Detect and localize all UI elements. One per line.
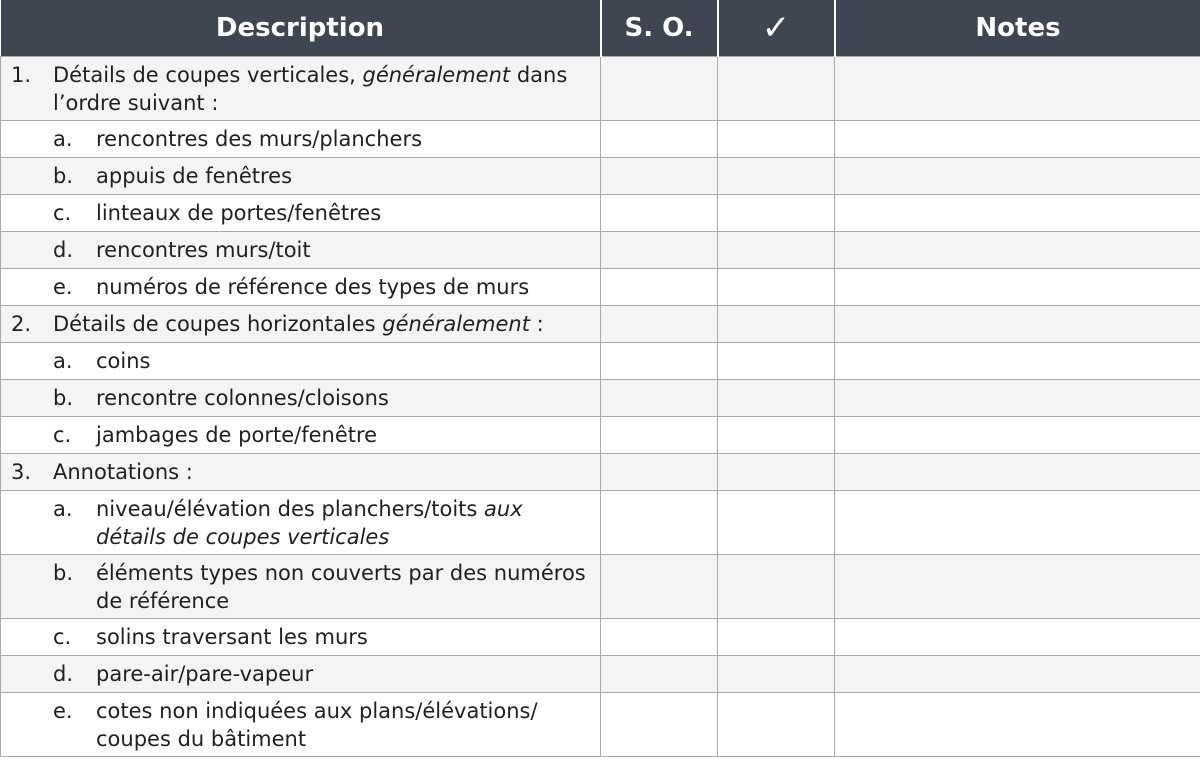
item-text: Détails de coupes verticales, généralement dans l’ordre suivant :: [53, 62, 568, 115]
notes-cell[interactable]: [835, 57, 1200, 121]
table-row: [1, 656, 1200, 693]
description-cell: [1, 57, 601, 121]
description-cell: [1, 555, 601, 619]
item-letter: a.: [53, 496, 73, 521]
table-row: [1, 693, 1200, 757]
check-cell[interactable]: [718, 158, 835, 195]
item-text: coins: [96, 349, 151, 373]
table-row: [1, 555, 1200, 619]
notes-cell[interactable]: [835, 232, 1200, 269]
item-text: jambages de porte/fenêtre: [96, 423, 378, 447]
item-text: Annotations :: [53, 460, 193, 484]
item-text: rencontre colonnes/cloisons: [96, 386, 389, 410]
so-cell[interactable]: [601, 232, 718, 269]
item-letter: a.: [53, 127, 73, 151]
item-text: linteaux de portes/fenêtres: [96, 201, 382, 225]
notes-cell[interactable]: [835, 693, 1200, 757]
so-cell[interactable]: [601, 158, 718, 195]
description-cell: [1, 380, 601, 417]
item-text: pare-air/pare-vapeur: [96, 662, 314, 686]
check-cell[interactable]: [718, 380, 835, 417]
check-cell[interactable]: [718, 454, 835, 491]
description-cell: [1, 232, 601, 269]
check-cell[interactable]: [718, 306, 835, 343]
description-cell: [1, 656, 601, 693]
item-letter: b.: [53, 386, 74, 410]
item-text: éléments types non couverts par des numéros de référence: [96, 560, 586, 613]
item-text: Détails de coupes horizontales généralement :: [53, 312, 544, 336]
table-row: [1, 417, 1200, 454]
description-cell: [1, 195, 601, 232]
description-cell: [1, 343, 601, 380]
so-cell[interactable]: [601, 491, 718, 555]
table-row: [1, 269, 1200, 306]
notes-cell[interactable]: [835, 454, 1200, 491]
notes-cell[interactable]: [835, 269, 1200, 306]
checkmark-icon: ✓: [761, 7, 791, 48]
table-row: [1, 57, 1200, 121]
check-cell[interactable]: [718, 343, 835, 380]
table-row: [1, 454, 1200, 491]
check-header: [718, 0, 835, 57]
item-text: niveau/élévation des planchers/toits aux détails de coupes verticales: [96, 496, 523, 549]
so-cell[interactable]: [601, 656, 718, 693]
so-cell[interactable]: [601, 417, 718, 454]
table-row: [1, 491, 1200, 555]
notes-cell[interactable]: [835, 195, 1200, 232]
check-cell[interactable]: [718, 555, 835, 619]
description-cell: [1, 454, 601, 491]
table-row: [1, 195, 1200, 232]
item-letter: b.: [53, 560, 74, 585]
check-cell[interactable]: [718, 195, 835, 232]
so-cell[interactable]: [601, 195, 718, 232]
item-letter: d.: [53, 238, 74, 262]
check-cell[interactable]: [718, 57, 835, 121]
description-cell: [1, 306, 601, 343]
table-row: [1, 343, 1200, 380]
item-text: appuis de fenêtres: [96, 164, 293, 188]
so-header: S. O.: [601, 0, 718, 57]
check-cell[interactable]: [718, 656, 835, 693]
check-cell[interactable]: [718, 269, 835, 306]
check-cell[interactable]: [718, 491, 835, 555]
item-text: solins traversant les murs: [96, 625, 368, 649]
description-cell: [1, 121, 601, 158]
description-cell: [1, 158, 601, 195]
item-letter: c.: [53, 201, 72, 225]
notes-cell[interactable]: [835, 417, 1200, 454]
so-cell[interactable]: [601, 121, 718, 158]
check-cell[interactable]: [718, 619, 835, 656]
notes-header: Notes: [835, 0, 1200, 57]
item-number: 2.: [11, 312, 32, 336]
notes-cell[interactable]: [835, 656, 1200, 693]
notes-cell[interactable]: [835, 380, 1200, 417]
item-letter: d.: [53, 662, 74, 686]
so-cell[interactable]: [601, 343, 718, 380]
so-cell[interactable]: [601, 57, 718, 121]
so-cell[interactable]: [601, 380, 718, 417]
notes-cell[interactable]: [835, 555, 1200, 619]
item-letter: e.: [53, 698, 73, 723]
notes-cell[interactable]: [835, 306, 1200, 343]
item-letter: b.: [53, 164, 74, 188]
so-cell[interactable]: [601, 306, 718, 343]
item-text: numéros de référence des types de murs: [96, 275, 530, 299]
item-letter: c.: [53, 423, 72, 447]
description-cell: [1, 491, 601, 555]
so-cell[interactable]: [601, 693, 718, 757]
notes-cell[interactable]: [835, 158, 1200, 195]
item-text: rencontres murs/toit: [96, 238, 311, 262]
notes-cell[interactable]: [835, 343, 1200, 380]
so-cell[interactable]: [601, 454, 718, 491]
table-row: [1, 380, 1200, 417]
so-cell[interactable]: [601, 269, 718, 306]
notes-cell[interactable]: [835, 121, 1200, 158]
check-cell[interactable]: [718, 693, 835, 757]
header-row: [1, 0, 1200, 57]
so-cell[interactable]: [601, 555, 718, 619]
table-row: [1, 158, 1200, 195]
item-text: cotes non indiquées aux plans/élévations/ coupes du bâtiment: [96, 698, 538, 751]
so-cell[interactable]: [601, 619, 718, 656]
description-cell: [1, 693, 601, 757]
item-text: rencontres des murs/planchers: [96, 127, 423, 151]
description-header: Description: [1, 0, 601, 57]
description-cell: [1, 269, 601, 306]
notes-cell[interactable]: [835, 491, 1200, 555]
item-number: 3.: [11, 460, 32, 484]
notes-cell[interactable]: [835, 619, 1200, 656]
item-letter: e.: [53, 275, 73, 299]
table-row: [1, 306, 1200, 343]
item-letter: c.: [53, 625, 72, 649]
check-cell[interactable]: [718, 417, 835, 454]
description-cell: [1, 417, 601, 454]
check-cell[interactable]: [718, 121, 835, 158]
check-cell[interactable]: [718, 232, 835, 269]
table-row: [1, 619, 1200, 656]
item-letter: a.: [53, 349, 73, 373]
description-cell: [1, 619, 601, 656]
table-row: [1, 232, 1200, 269]
table-row: [1, 121, 1200, 158]
item-number: 1.: [11, 62, 32, 87]
